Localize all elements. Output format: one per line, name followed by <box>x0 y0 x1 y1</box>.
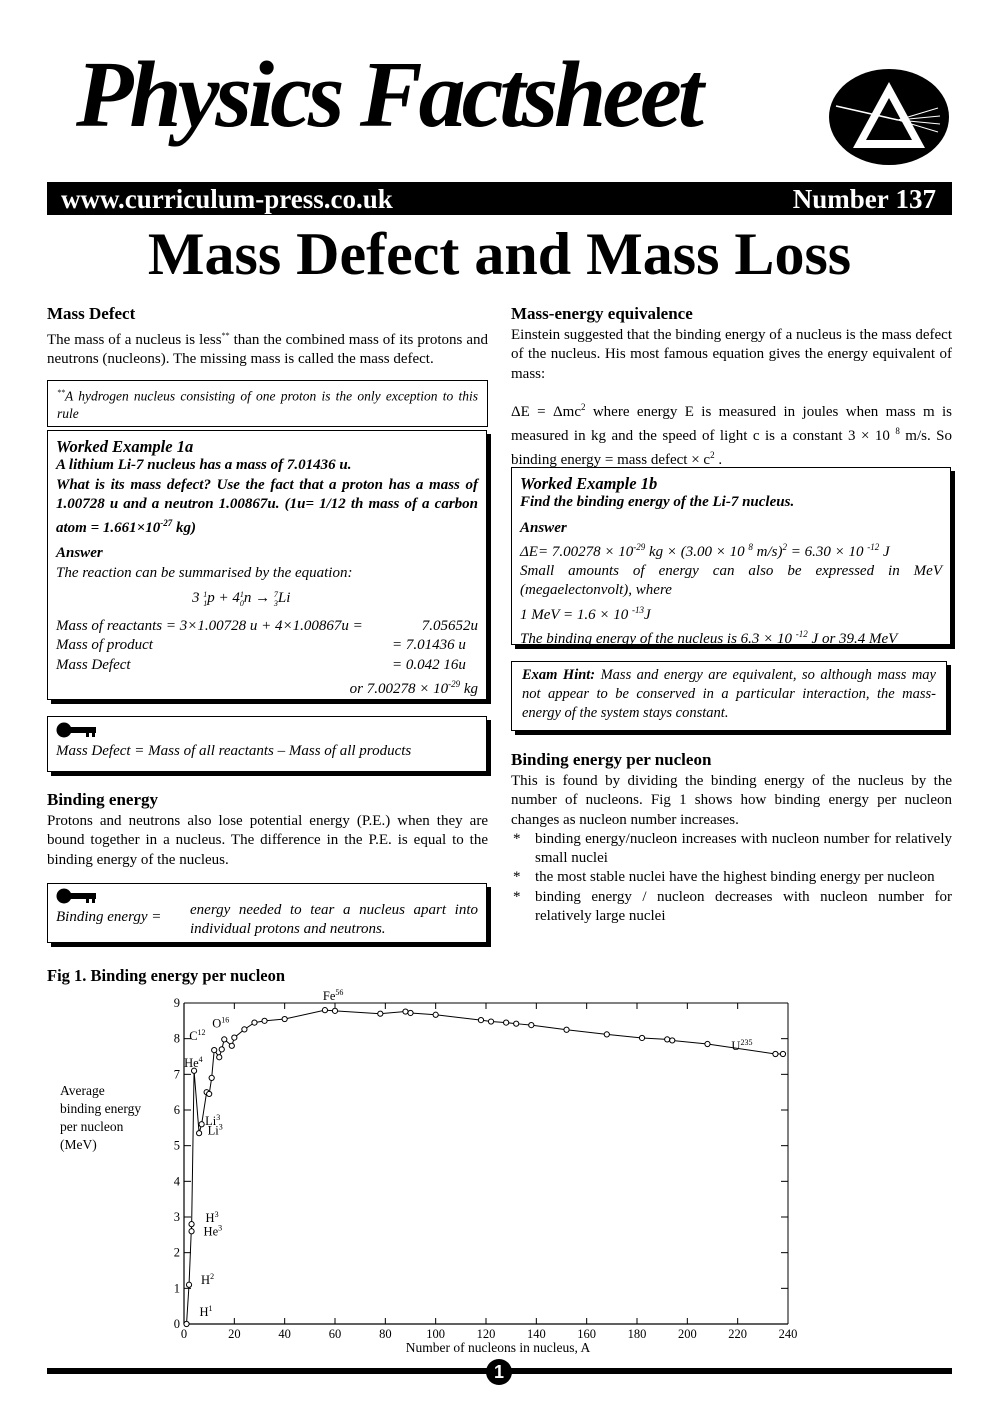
footnote-box: **A hydrogen nucleus consisting of one proton is the only exception to this rule <box>47 380 488 428</box>
we1b-line4: The binding energy of the nucleus is 6.3 × 10 $^{-12}$ J or 39.4 MeV <box>520 629 898 648</box>
mass-energy-heading: Mass-energy equivalence <box>511 304 693 323</box>
y-tick-label: 9 <box>173 996 180 1010</box>
reaction-equation: 3 1 1p + 41 0n → 7 3Li <box>192 589 291 608</box>
data-point <box>219 1047 224 1052</box>
mass-energy-equation: ΔE = Δmc$^2$ where energy E is measured in joules when mass m is measured in kg and the speed of light c is a constant 3 × 10 $^8$ m/s. So binding energy = mass defect × $c^2$ . <box>511 401 953 469</box>
data-point <box>670 1038 675 1043</box>
point-annotation: $U^{235}$ <box>731 1038 753 1054</box>
x-tick-label: 220 <box>728 1327 748 1341</box>
data-point <box>242 1027 247 1032</box>
mass-defect-text: The mass of a nucleus is less** than the combined mass of its protons and neutrons (nucleons). The missing mass is called the mass defect. <box>47 331 488 368</box>
bepn-heading: Binding energy per nucleon <box>511 750 712 769</box>
x-tick-label: 180 <box>627 1327 647 1341</box>
data-point <box>433 1012 438 1017</box>
point-annotation: $H^3$ <box>205 1210 219 1226</box>
calc-row-kg: or $7.00278 \times 10^{-29}$ kg <box>349 678 478 697</box>
data-point <box>197 1131 202 1136</box>
y-tick-label: 0 <box>173 1317 180 1331</box>
data-point <box>529 1023 534 1028</box>
mass-energy-text: Einstein suggested that the binding energy of a nucleus is the mass defect of the nucleus. His most famous equation gives the energy equivalent of mass: <box>511 327 952 382</box>
data-point <box>232 1035 237 1040</box>
series-line <box>187 1010 783 1324</box>
data-point <box>403 1009 408 1014</box>
data-point <box>222 1037 227 1042</box>
y-axis-label-line: (MeV) <box>60 1137 97 1152</box>
list-item: * binding energy/nucleon increases with nucleon number for relatively small nuclei <box>511 830 952 869</box>
x-tick-label: 80 <box>379 1327 392 1341</box>
y-tick-label: 8 <box>173 1031 180 1046</box>
list-item: * the most stable nuclei have the highest binding energy per nucleon <box>511 868 952 887</box>
brand-title: Physics Factsheet <box>76 43 700 147</box>
mass-defect-heading: Mass Defect <box>47 304 136 323</box>
site-url[interactable]: www.curriculum-press.co.uk <box>61 184 393 214</box>
x-tick-label: 20 <box>228 1327 241 1341</box>
issue-number: Number 137 <box>792 184 936 214</box>
point-annotation: $H^2$ <box>201 1271 215 1287</box>
y-axis-label-line: Average <box>60 1083 105 1098</box>
data-point <box>705 1041 710 1046</box>
data-point <box>514 1021 519 1026</box>
y-tick-label: 5 <box>173 1138 180 1153</box>
data-point <box>665 1037 670 1042</box>
data-point <box>209 1075 214 1080</box>
data-point <box>604 1032 609 1037</box>
list-item: * binding energy / nucleon decreases with nucleon number for relatively large nuclei <box>511 888 952 927</box>
x-axis-label: Number of nucleons in nucleus, A <box>405 1340 591 1355</box>
we1a-question: A lithium Li-7 nucleus has a mass of 7.01436 u. What is its mass defect? Use the fact that a proton has a mass of 1.00728 u and a neutron 1.00867u. (1u= 1/12 th mass of a carbon atom = $1.661\times 10^{-27}$ kg) <box>56 457 478 537</box>
we1b-question: Find the binding energy of the Li-7 nucleus. <box>520 494 795 511</box>
calc-row-reactants: Mass of reactants = 3×1.00728 u + 4×1.00867u = 7.05652u <box>56 618 478 635</box>
data-point <box>408 1010 413 1015</box>
x-tick-label: 140 <box>526 1327 546 1341</box>
y-axis-label <box>60 1083 141 1152</box>
y-tick-label: 6 <box>173 1103 180 1117</box>
calc-row-defect: Mass Defect = 0.042 16u <box>56 656 466 673</box>
key-text-mass-defect: Mass Defect = Mass of all reactants – Mass of all products <box>56 743 412 759</box>
data-point <box>378 1011 383 1016</box>
bepn-text: This is found by dividing the binding energy of the nucleus by the number of nucleons. Fig 1 shows how binding energy per nucleon changes as nucleon number increases. <box>511 773 952 828</box>
we1a-title: Worked Example 1a <box>56 437 194 456</box>
page-title: Mass Defect and Mass Loss <box>147 221 852 287</box>
calc-row-product: Mass of product = 7.01436 u <box>56 637 466 654</box>
x-tick-label: 200 <box>677 1327 697 1341</box>
data-point <box>262 1018 267 1023</box>
data-point <box>773 1051 778 1056</box>
binding-energy-text: Protons and neutrons also lose potential energy (P.E.) when they are bound together in a nucleus. The difference in the P.E. is equal to the binding energy of the nucleus. <box>47 813 488 868</box>
exam-hint-text: Mass and energy are equivalent, so although mass may not appear to be conserved in a particular interaction, the mass-energy of the system stays constant. <box>522 667 936 721</box>
x-tick-label: 160 <box>577 1327 597 1341</box>
y-axis-label-line: per nucleon <box>60 1119 124 1134</box>
point-annotation: Li$^3$ <box>205 1113 221 1129</box>
we1a-line1: The reaction can be summarised by the equation: <box>56 564 353 581</box>
point-annotation: He$^3$ <box>203 1223 223 1239</box>
data-point <box>189 1229 194 1234</box>
exam-hint-label: Exam Hint: <box>522 667 596 683</box>
data-point <box>199 1122 204 1127</box>
y-tick-label: 4 <box>173 1174 180 1189</box>
point-annotation: $C^{12}$ <box>189 1028 206 1044</box>
data-point <box>282 1016 287 1021</box>
data-point <box>322 1008 327 1013</box>
we1b-line1: $\Delta E= 7.00278 \times 10^{-29}$ kg × (3.00 × 10 $^8$ m/s)$^2$ = 6.30 × 10 $^{-12}$ J <box>520 541 890 560</box>
x-tick-label: 240 <box>778 1327 798 1341</box>
data-point <box>478 1018 483 1023</box>
key-text-binding-energy: energy needed to tear a nucleus apart into individual protons and neutrons. <box>190 902 478 938</box>
we1b-answer-label: Answer <box>520 519 567 536</box>
we1b-line2: Small amounts of energy can also be expressed in MeV (megaelectonvolt), where <box>520 563 942 599</box>
binding-energy-heading: Binding energy <box>47 790 158 809</box>
data-point <box>488 1019 493 1024</box>
data-point <box>186 1282 191 1287</box>
y-tick-label: 7 <box>173 1067 180 1082</box>
we1a-answer-label: Answer <box>56 545 103 562</box>
point-annotation: $H^1$ <box>199 1304 213 1319</box>
y-tick-label: 3 <box>173 1210 180 1224</box>
data-point <box>504 1020 509 1025</box>
we1b-title: Worked Example 1b <box>520 474 658 493</box>
data-point <box>229 1043 234 1048</box>
point-annotation: Fe$^{56}$ <box>322 988 344 1004</box>
point-annotation: Li$^3$ <box>207 1122 223 1138</box>
data-point <box>212 1047 217 1052</box>
x-tick-label: 100 <box>426 1327 446 1341</box>
x-tick-label: 40 <box>278 1327 291 1341</box>
y-axis-label-line: binding energy <box>60 1101 142 1116</box>
y-tick-label: 1 <box>173 1281 180 1296</box>
x-tick-label: 0 <box>180 1327 188 1341</box>
data-point <box>189 1222 194 1227</box>
y-tick-label: 2 <box>173 1245 180 1260</box>
x-tick-label: 120 <box>476 1327 496 1341</box>
data-point <box>252 1020 257 1025</box>
data-point <box>332 1008 337 1013</box>
point-annotation: He$^4$ <box>184 1054 203 1070</box>
data-point <box>207 1091 212 1096</box>
figure-caption: Fig 1. Binding energy per nucleon <box>47 966 286 985</box>
data-point <box>564 1027 569 1032</box>
point-annotation: $O^{16}$ <box>212 1015 230 1031</box>
data-point <box>780 1051 785 1056</box>
key-label-binding-energy: Binding energy = <box>56 909 162 925</box>
page-number: 1 <box>486 1359 512 1385</box>
we1b-line3: 1 MeV = 1.6 × 10 $^{-13}$J <box>520 604 651 623</box>
data-point <box>184 1321 189 1326</box>
data-point <box>217 1055 222 1060</box>
data-point <box>639 1035 644 1040</box>
x-tick-label: 60 <box>328 1327 342 1341</box>
